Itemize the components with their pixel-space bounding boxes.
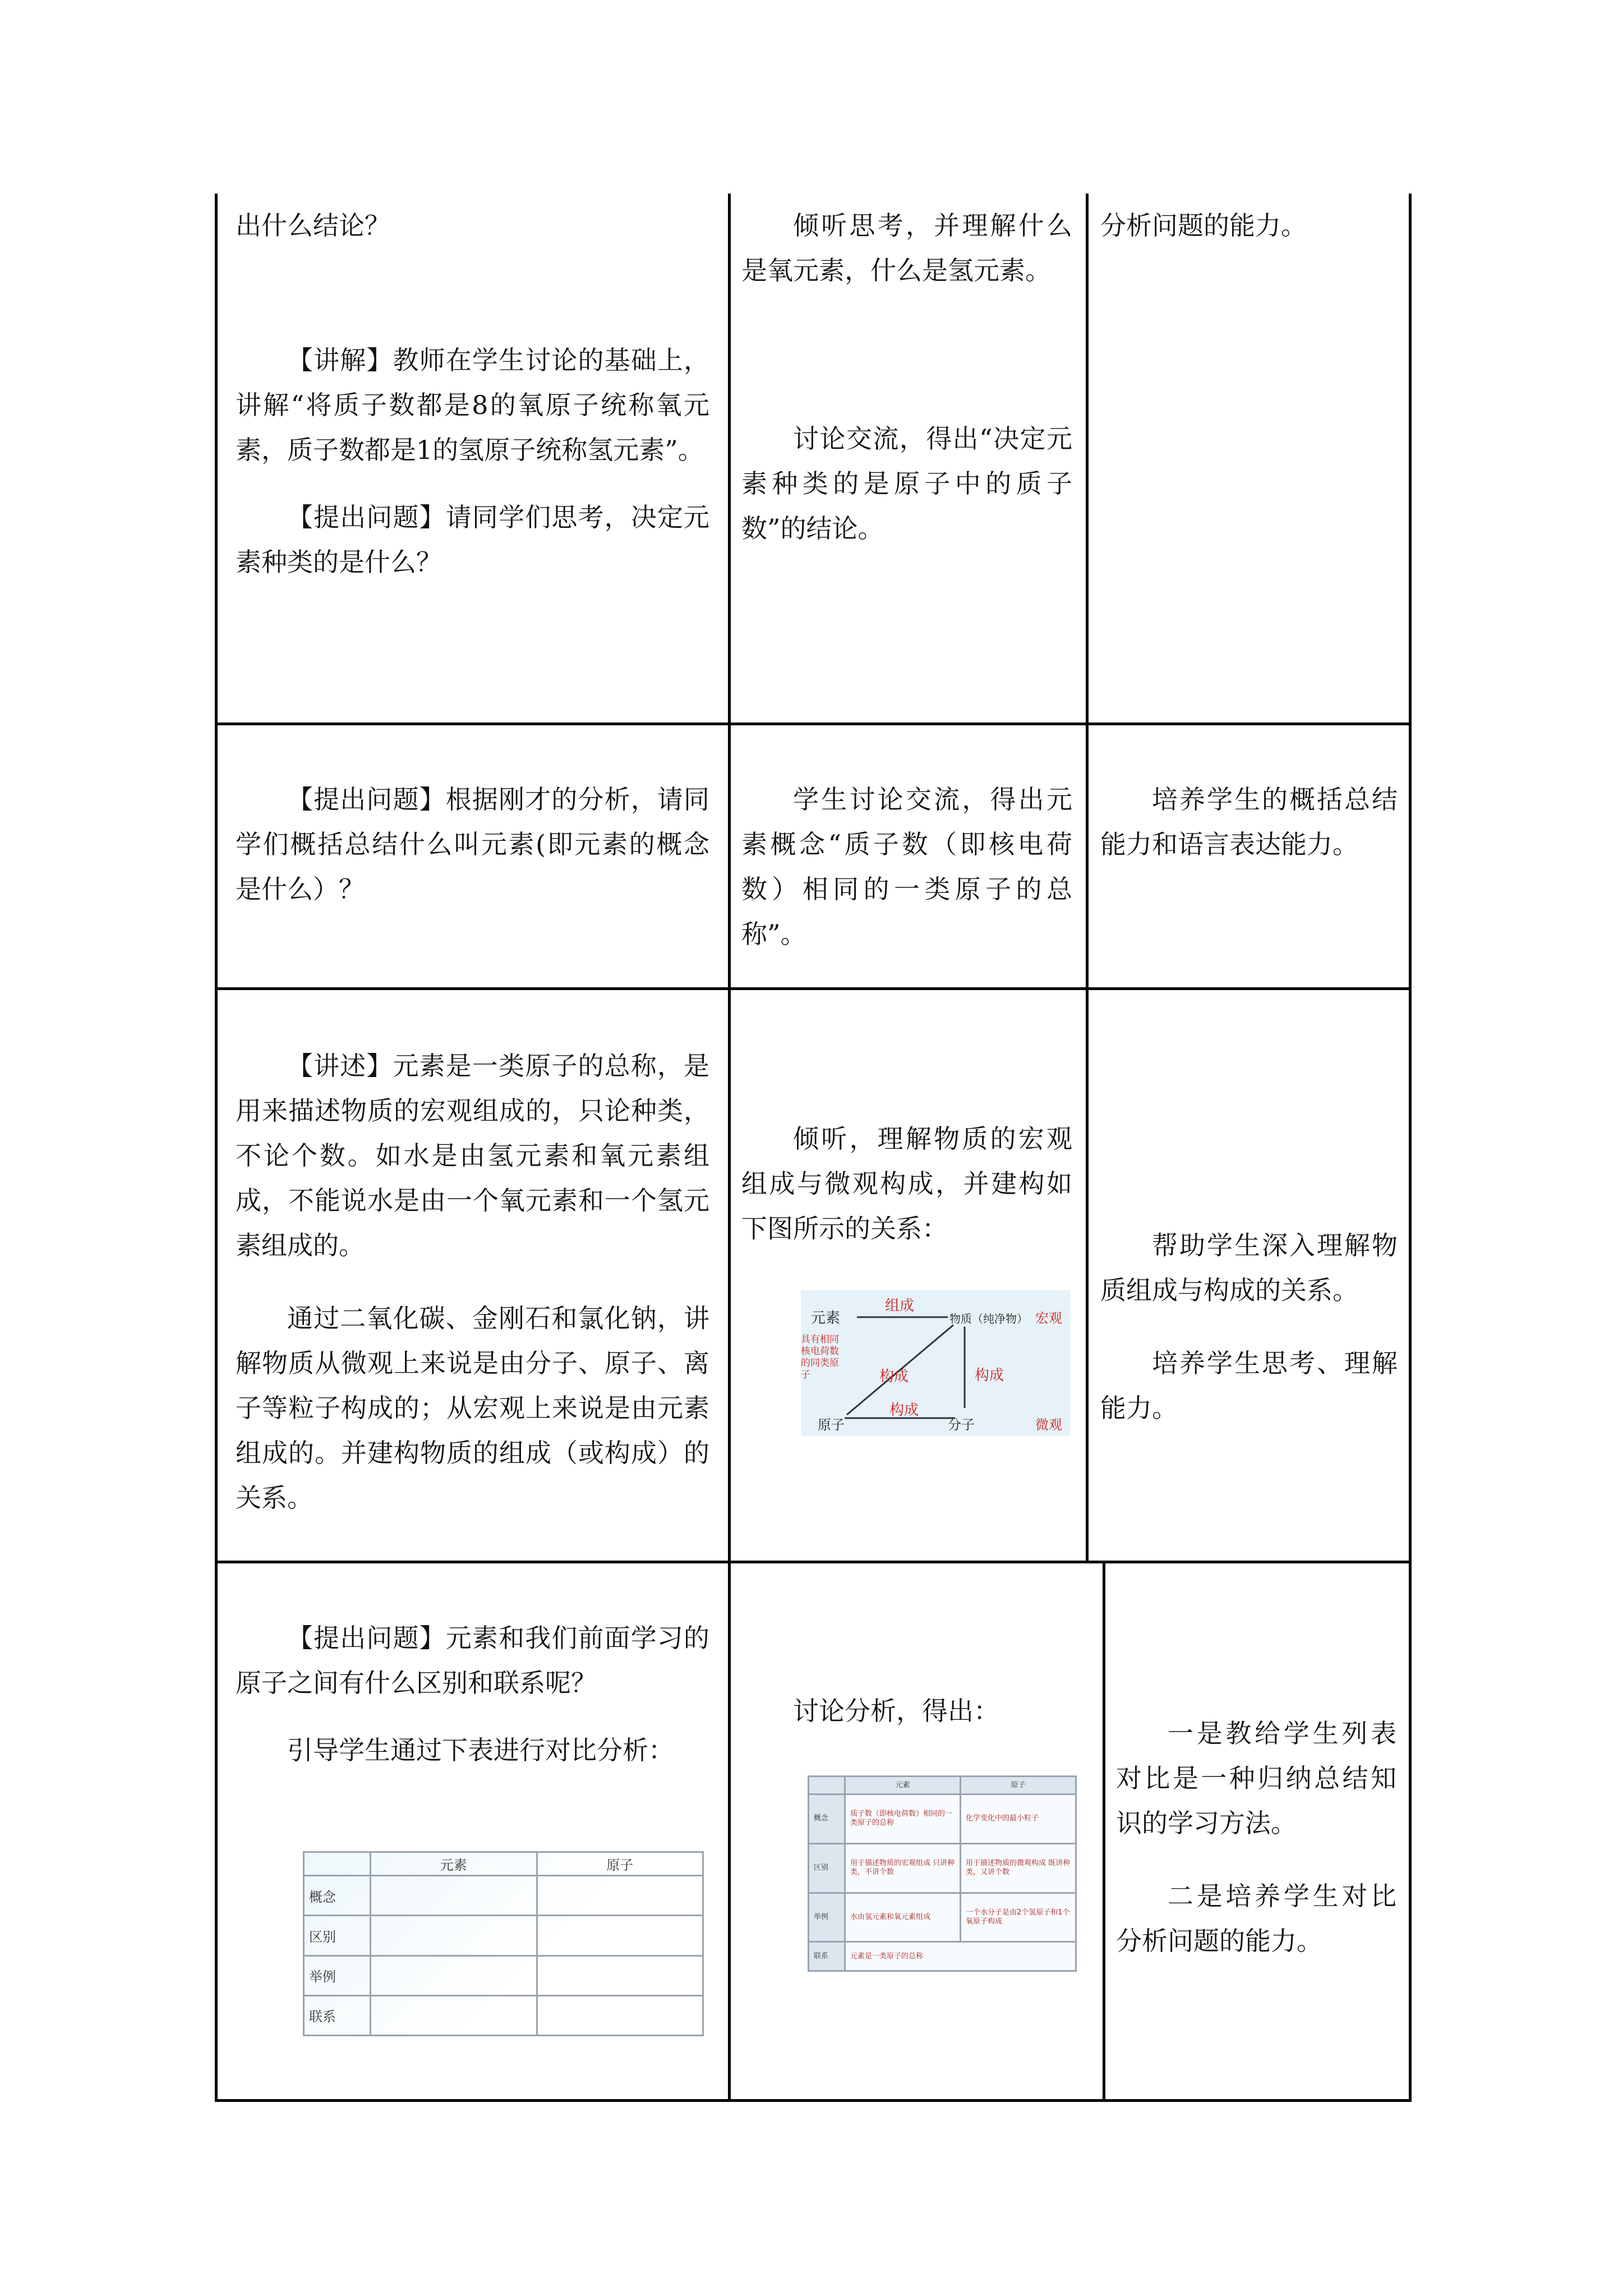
student-text: 讨论交流，得出“决定元素种类的是原子中的质子数”的结论。	[741, 424, 1072, 544]
blank-comparison-table	[303, 1851, 704, 2036]
diagram-goucheng-diag: 构成	[879, 1368, 909, 1385]
row4-teacher-cell	[236, 1616, 709, 1773]
relationship-diagram	[801, 1290, 1070, 1436]
col-divider-2-lower	[1103, 1561, 1105, 2102]
blank-table-corner	[304, 1852, 371, 1876]
diagram-micro-label: 微观	[1035, 1417, 1062, 1433]
diagram-substance-label: 物质（纯净物）	[949, 1312, 1028, 1326]
teacher-text: 通过二氧化碳、金刚石和氯化钠，讲解物质从微观上来说是由分子、原子、离子等粒子构成的；从宏观上来说是由元素组成的。并建构物质的组成（或构成）的关系。	[236, 1303, 709, 1513]
row-divider-1	[215, 723, 1412, 725]
student-text: 讨论分析，得出：	[793, 1696, 999, 1726]
filled-table-row-label: 区别	[809, 1843, 845, 1893]
col-divider-2-upper	[1086, 194, 1089, 1561]
row3-student-cell	[741, 1116, 1072, 1251]
row1-student-cell	[741, 203, 1072, 551]
diagram-goucheng-bottom: 构成	[889, 1402, 919, 1419]
diagram-element-label: 元素	[811, 1310, 841, 1327]
filled-table-cell: 一个水分子是由2个氢原子和1个氧原子构成	[961, 1893, 1076, 1942]
student-text: 倾听思考，并理解什么是氧元素，什么是氢元素。	[741, 210, 1072, 286]
row2-student-cell	[741, 777, 1072, 956]
filled-table-cell: 水由氢元素和氧元素组成	[845, 1893, 961, 1942]
filled-table-row-label: 概念	[809, 1795, 845, 1844]
diagram-figure	[801, 1290, 1070, 1436]
diagram-side-label: 具有相同核电荷数的同类原子	[801, 1334, 839, 1381]
student-text: 倾听，理解物质的宏观组成与微观构成，并建构如下图所示的关系：	[741, 1124, 1072, 1244]
row4-intent-cell	[1116, 1711, 1396, 1963]
col-divider-1	[728, 194, 731, 2102]
row3-intent-cell	[1100, 1223, 1398, 1430]
filled-comparison-table	[808, 1775, 1077, 1972]
row2-intent-cell	[1100, 777, 1398, 867]
row1-intent-cell	[1100, 203, 1392, 248]
diagram-macro-label: 宏观	[1035, 1310, 1062, 1326]
row-divider-2	[215, 987, 1412, 990]
row3-teacher-cell	[236, 1043, 709, 1520]
diagram-molecule-label: 分子	[948, 1417, 975, 1433]
intent-text: 帮助学生深入理解物质组成与构成的关系。	[1100, 1230, 1398, 1305]
table-bottom-border	[215, 2099, 1412, 2102]
filled-table-cell: 化学变化中的最小粒子	[961, 1795, 1076, 1844]
blank-table-row-label: 概念	[304, 1876, 371, 1916]
row-divider-3	[215, 1561, 1412, 1563]
student-text: 学生讨论交流，得出元素概念“质子数（即核电荷数）相同的一类原子的总称”。	[741, 784, 1072, 949]
table-left-border	[215, 194, 218, 2102]
row4-student-cell	[741, 1688, 1089, 1733]
blank-table-row-label: 举例	[304, 1955, 371, 1995]
blank-table-header: 原子	[537, 1852, 703, 1876]
blank-table-row-label: 区别	[304, 1916, 371, 1955]
row1-teacher-cell	[236, 203, 709, 585]
teacher-text: 【提出问题】元素和我们前面学习的原子之间有什么区别和联系呢？	[236, 1623, 709, 1698]
intent-text: 培养学生思考、理解能力。	[1100, 1348, 1398, 1423]
teacher-text: 【讲解】教师在学生讨论的基础上，讲解“将质子数都是8的氧原子统称氧元素，质子数都是1的氢原子统称氢元素”。	[236, 345, 709, 465]
intent-text: 一是教给学生列表对比是一种归纳总结知识的学习方法。	[1116, 1718, 1396, 1838]
diagram-side-label-box	[801, 1334, 840, 1412]
blank-table-row-label: 联系	[304, 1995, 371, 2035]
filled-table-row-label: 联系	[809, 1942, 845, 1971]
filled-table-cell: 用于描述物质的宏观组成 只讲种类，不讲个数	[845, 1843, 961, 1893]
teacher-text: 引导学生通过下表进行对比分析：	[287, 1735, 674, 1765]
filled-table-cell: 用于描述物质的微观构成 既讲种类，又讲个数	[961, 1843, 1076, 1893]
table-right-border	[1409, 194, 1412, 2102]
diagram-zucheng-label: 组成	[885, 1297, 915, 1314]
filled-table-corner	[809, 1777, 845, 1795]
teacher-text: 出什么结论？	[236, 210, 390, 241]
filled-table-header: 原子	[961, 1777, 1076, 1795]
intent-text: 分析问题的能力。	[1100, 210, 1307, 241]
teacher-text: 【提出问题】根据刚才的分析，请同学们概括总结什么叫元素(即元素的概念是什么）？	[236, 784, 709, 904]
teacher-text: 【讲述】元素是一类原子的总称，是用来描述物质的宏观组成的，只论种类，不论个数。如水是由氢元素和氧元素组成，不能说水是由一个氧元素和一个氢元素组成的。	[236, 1051, 709, 1260]
filled-table-cell: 质子数（即核电荷数）相同的一类原子的总称	[845, 1795, 961, 1844]
intent-text: 培养学生的概括总结能力和语言表达能力。	[1100, 784, 1398, 859]
diagram-atom-label: 原子	[818, 1417, 845, 1433]
blank-table-header: 元素	[371, 1852, 537, 1876]
filled-table-header: 元素	[845, 1777, 961, 1795]
row2-teacher-cell	[236, 777, 709, 912]
teacher-text: 【提出问题】请同学们思考，决定元素种类的是什么？	[236, 502, 709, 577]
filled-table-cell: 元素是一类原子的总称	[845, 1942, 1076, 1971]
intent-text: 二是培养学生对比分析问题的能力。	[1116, 1881, 1396, 1956]
filled-table-row-label: 举例	[809, 1893, 845, 1942]
diagram-goucheng-right: 构成	[975, 1367, 1004, 1384]
